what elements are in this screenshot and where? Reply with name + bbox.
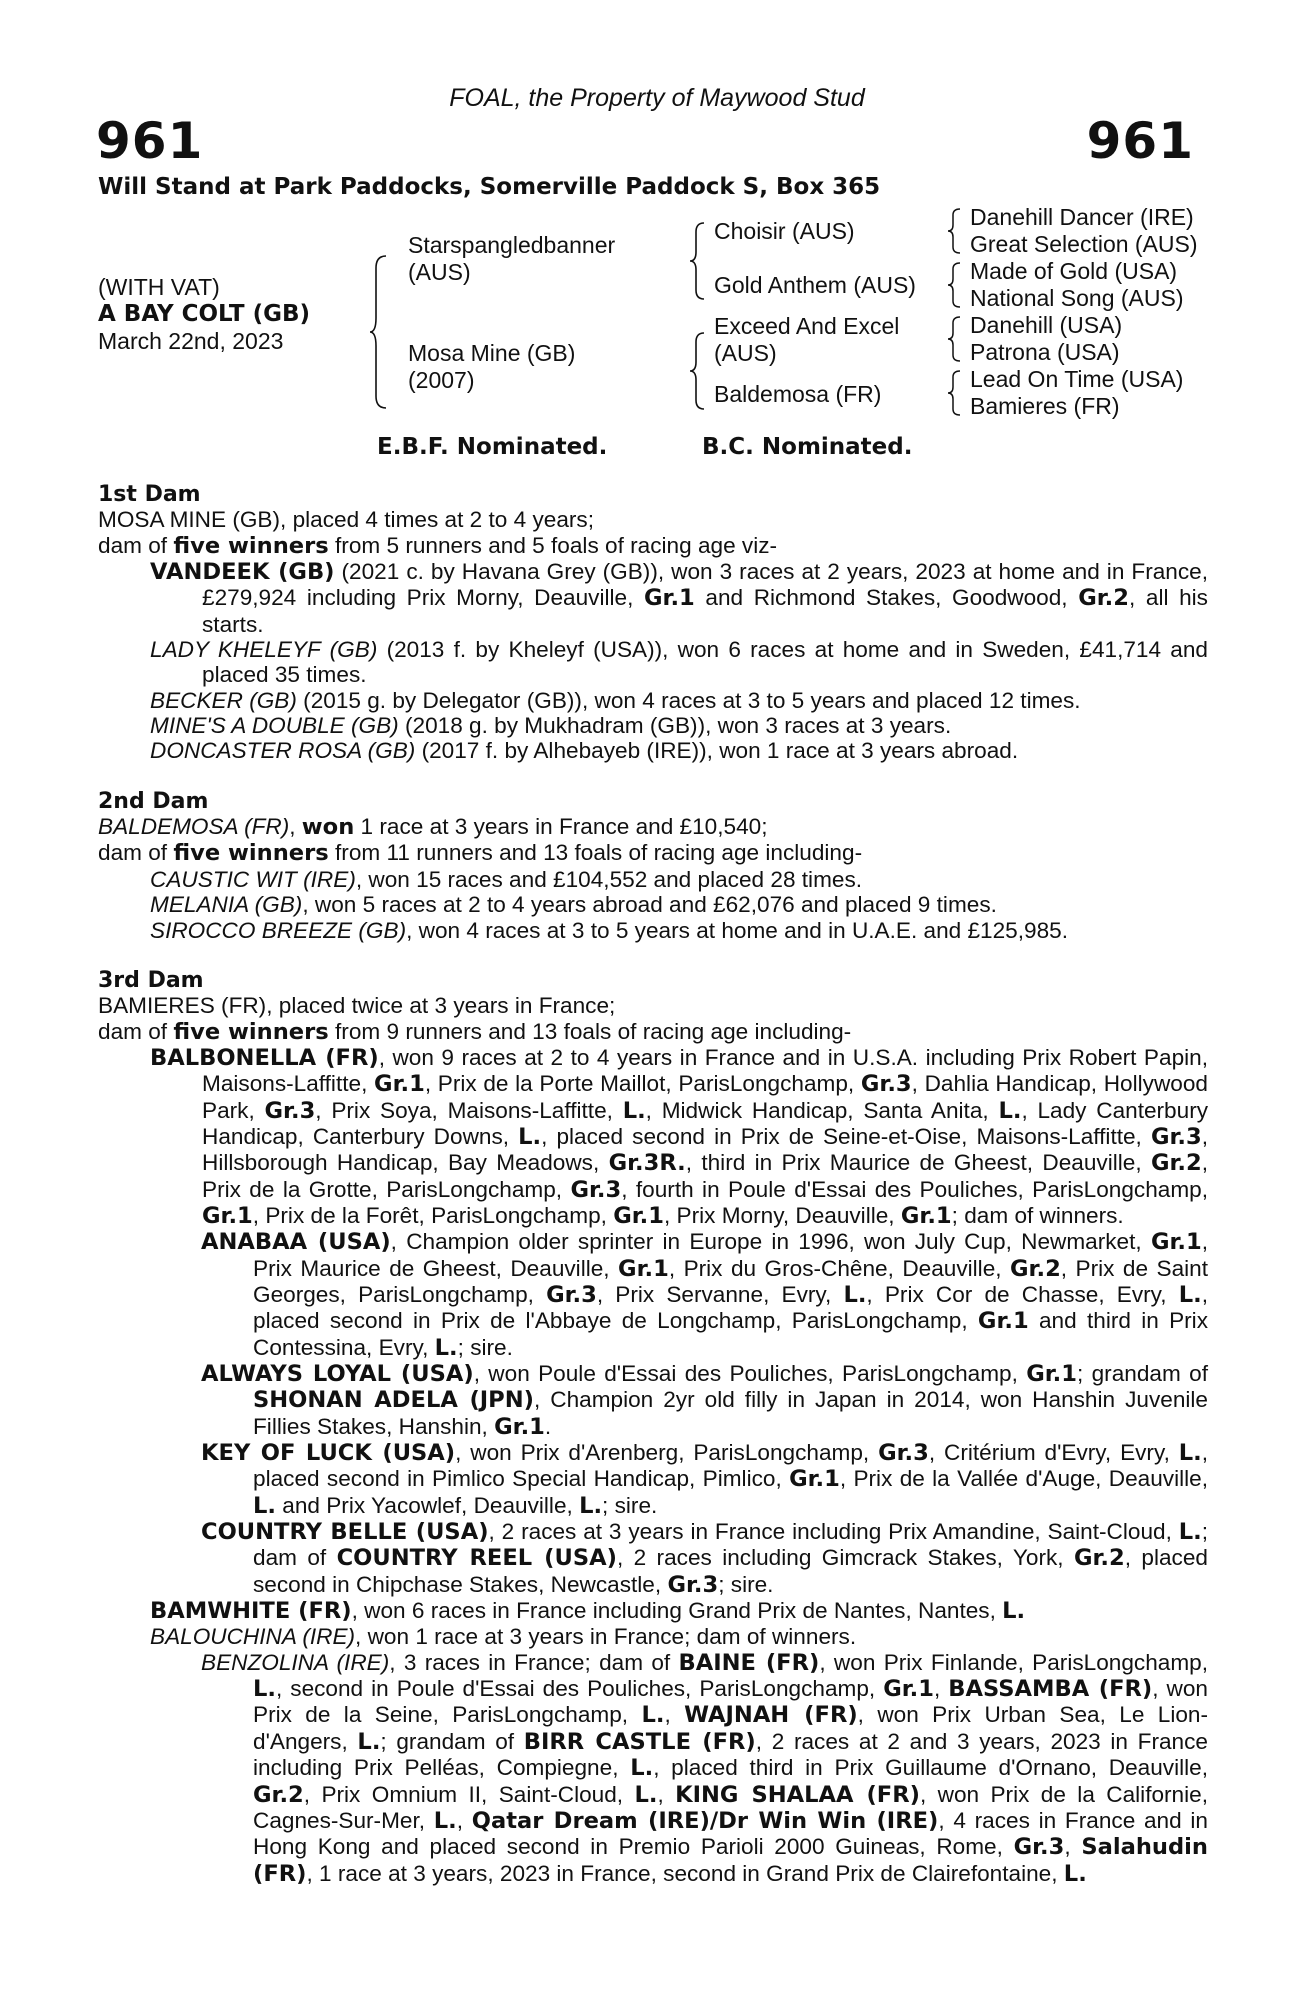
bc-nomination: B.C. Nominated. [702,434,913,460]
first-dam-intro: MOSA MINE (GB), placed 4 times at 2 to 4 years; [98,507,594,533]
vat-note: (WITH VAT) [98,274,220,300]
runner-key-of-luck: KEY OF LUCK (USA), won Prix d'Arenberg, ParisLongchamp, Gr.3, Critérium d'Evry, Evry, L., placed second in Pimlico Special Handicap, Pimlico, Gr.1, Prix de la Vallée d'Auge, Deauville, L. and Prix Yacowlef, Deauville, L.; sire. [201,1440,1208,1519]
runner-always-loyal: ALWAYS LOYAL (USA), won Poule d'Essai des Pouliches, ParisLongchamp, Gr.1; grandam of SHONAN ADELA (JPN), Champion 2yr old filly in Japan in 2014, won Hanshin Juvenile Fillies Stakes, Hanshin, Gr.1. [201,1361,1208,1440]
pedigree-brace-sire [688,220,708,302]
first-dam-heading: 1st Dam [98,482,201,507]
foaling-date: March 22nd, 2023 [98,328,284,354]
produce-record [98,482,1208,1887]
third-dam-intro: BAMIERES (FR), placed twice at 3 years in France; [98,993,616,1019]
runner-lady-kheleyf: LADY KHELEYF (GB) (2013 f. by Kheleyf (USA)), won 6 races at home and in Sweden, £41,714 and placed 35 times. [150,637,1208,688]
horse-name: A BAY COLT (GB) [98,301,311,327]
brace-g3 [946,314,964,364]
runner-caustic-wit: CAUSTIC WIT (IRE), won 15 races and £104,552 and placed 28 times. [150,866,863,892]
runner-becker: BECKER (GB) (2015 g. by Delegator (GB)), won 4 races at 3 to 5 years and placed 12 times. [150,687,1081,713]
runner-doncaster-rosa: DONCASTER ROSA (GB) (2017 f. by Alhebayeb (IRE)), won 1 race at 3 years abroad. [150,738,1019,764]
runner-sirocco-breeze: SIROCCO BREEZE (GB), won 4 races at 3 to 5 years at home and in U.A.E. and £125,985. [150,917,1068,943]
vendor-line: FOAL, the Property of Maywood Stud [449,84,865,112]
gg-4: National Song (AUS) [970,285,1184,311]
ebf-nomination: E.B.F. Nominated. [377,434,608,460]
runner-benzolina: BENZOLINA (IRE), 3 races in France; dam of BAINE (FR), won Prix Finlande, ParisLongchamp, L., second in Poule d'Essai des Pouliches, ParisLongchamp, Gr.1, BASSAMBA (FR), won Prix de la Seine, ParisLongchamp, L., WAJNAH (FR), won Prix Urban Sea, Le Lion-d'Angers, L.; grandam of BIRR CASTLE (FR), 2 races at 2 and 3 years, 2023 in France including Prix Pelléas, Compiegne, L., placed third in Prix Guillaume d'Ornano, Deauville, Gr.2, Prix Omnium II, Saint-Cloud, L., KING SHALAA (FR), won Prix de la Californie, Cagnes-Sur-Mer, L., Qatar Dream (IRE)/Dr Win Win (IRE), 4 races in France and in Hong Kong and placed second in Premio Parioli 2000 Guineas, Rome, Gr.3, Salahudin (FR), 1 race at 3 years, 2023 in France, second in Grand Prix de Clairefontaine, L. [201,1649,1209,1887]
gg-2: Great Selection (AUS) [970,231,1198,257]
runner-balbonella: BALBONELLA (FR), won 9 races at 2 to 4 years in France and in U.S.A. including Prix Robert Papin, Maisons-Laffitte, Gr.1, Prix de la Porte Maillot, ParisLongchamp, Gr.3, Dahlia Handicap, Hollywood Park, Gr.3, Prix Soya, Maisons-Laffitte, L., Midwick Handicap, Santa Anita, L., Lady Canterbury Handicap, Canterbury Downs, L., placed second in Prix de Seine-et-Oise, Maisons-Laffitte, Gr.3, Hillsborough Handicap, Bay Meadows, Gr.3R., third in Prix Maurice de Gheest, Deauville, Gr.2, Prix de la Grotte, ParisLongchamp, Gr.3, fourth in Poule d'Essai des Pouliches, ParisLongchamp, Gr.1, Prix de la Forêt, ParisLongchamp, Gr.1, Prix Morny, Deauville, Gr.1; dam of winners. [150,1044,1209,1229]
dam-year: (2007) [408,367,475,393]
sire-name: Starspangledbanner [408,232,616,258]
third-dam-heading: 3rd Dam [98,967,204,993]
dam-name: Mosa Mine (GB) [408,340,576,366]
runner-vandeek: VANDEEK (GB) (2021 c. by Havana Grey (GB)), won 3 races at 2 years, 2023 at home and in France, £279,924 including Prix Morny, Deauville, Gr.1 and Richmond Stakes, Goodwood, Gr.2, all his starts. [150,559,1208,637]
stabling-location: Will Stand at Park Paddocks, Somerville Paddock S, Box 365 [98,174,881,200]
runner-anabaa: ANABAA (USA), Champion older sprinter in Europe in 1996, won July Cup, Newmarket, Gr.1, Prix Maurice de Gheest, Deauville, Gr.1, Prix du Gros-Chêne, Deauville, Gr.2, Prix de Saint Georges, ParisLongchamp, Gr.3, Prix Servanne, Evry, L., Prix Cor de Chasse, Evry, L., placed second in Prix de l'Abbaye de Longchamp, ParisLongchamp, Gr.1 and third in Prix Contessina, Evry, L.; sire. [201,1229,1208,1361]
second-dam-summary: dam of five winners from 11 runners and 13 foals of racing age including- [98,840,863,867]
gg-8: Bamieres (FR) [970,393,1120,419]
sire-country: (AUS) [408,259,471,285]
dam-sire-name: Exceed And Excel [714,313,900,339]
gg-6: Patrona (USA) [970,339,1120,365]
brace-g1 [946,206,964,256]
gg-5: Danehill (USA) [970,312,1123,338]
third-dam-summary: dam of five winners from 9 runners and 13 foals of racing age including- [98,1018,852,1045]
pedigree-brace-1 [368,252,392,412]
lot-number-left: 961 [96,112,204,170]
dam-dam: Baldemosa (FR) [714,381,882,407]
gg-7: Lead On Time (USA) [970,366,1184,392]
gg-1: Danehill Dancer (IRE) [970,204,1194,230]
brace-g2 [946,260,964,310]
runner-bamwhite: BAMWHITE (FR), won 6 races in France including Grand Prix de Nantes, Nantes, L. [150,1598,1026,1625]
second-dam-intro: BALDEMOSA (FR), won 1 race at 3 years in France and £10,540; [98,814,768,841]
pedigree-brace-dam [688,330,708,412]
runner-mines-a-double: MINE'S A DOUBLE (GB) (2018 g. by Mukhadram (GB)), won 3 races at 3 years. [150,713,952,739]
first-dam-summary: dam of five winners from 5 runners and 5 foals of racing age viz- [98,532,778,559]
brace-g4 [946,368,964,418]
gg-3: Made of Gold (USA) [970,258,1178,284]
sire-dam: Gold Anthem (AUS) [714,272,916,298]
runner-balouchina: BALOUCHINA (IRE), won 1 race at 3 years in France; dam of winners. [150,1624,857,1650]
runner-melania: MELANIA (GB), won 5 races at 2 to 4 years abroad and £62,076 and placed 9 times. [150,892,997,918]
runner-country-belle: COUNTRY BELLE (USA), 2 races at 3 years in France including Prix Amandine, Saint-Cloud, L.; dam of COUNTRY REEL (USA), 2 races including Gimcrack Stakes, York, Gr.2, placed second in Chipchase Stakes, Newcastle, Gr.3; sire. [201,1519,1208,1598]
dam-sire-country: (AUS) [714,340,777,366]
second-dam-heading: 2nd Dam [98,788,209,814]
sire-sire: Choisir (AUS) [714,218,855,244]
lot-number-right: 961 [1086,112,1194,170]
